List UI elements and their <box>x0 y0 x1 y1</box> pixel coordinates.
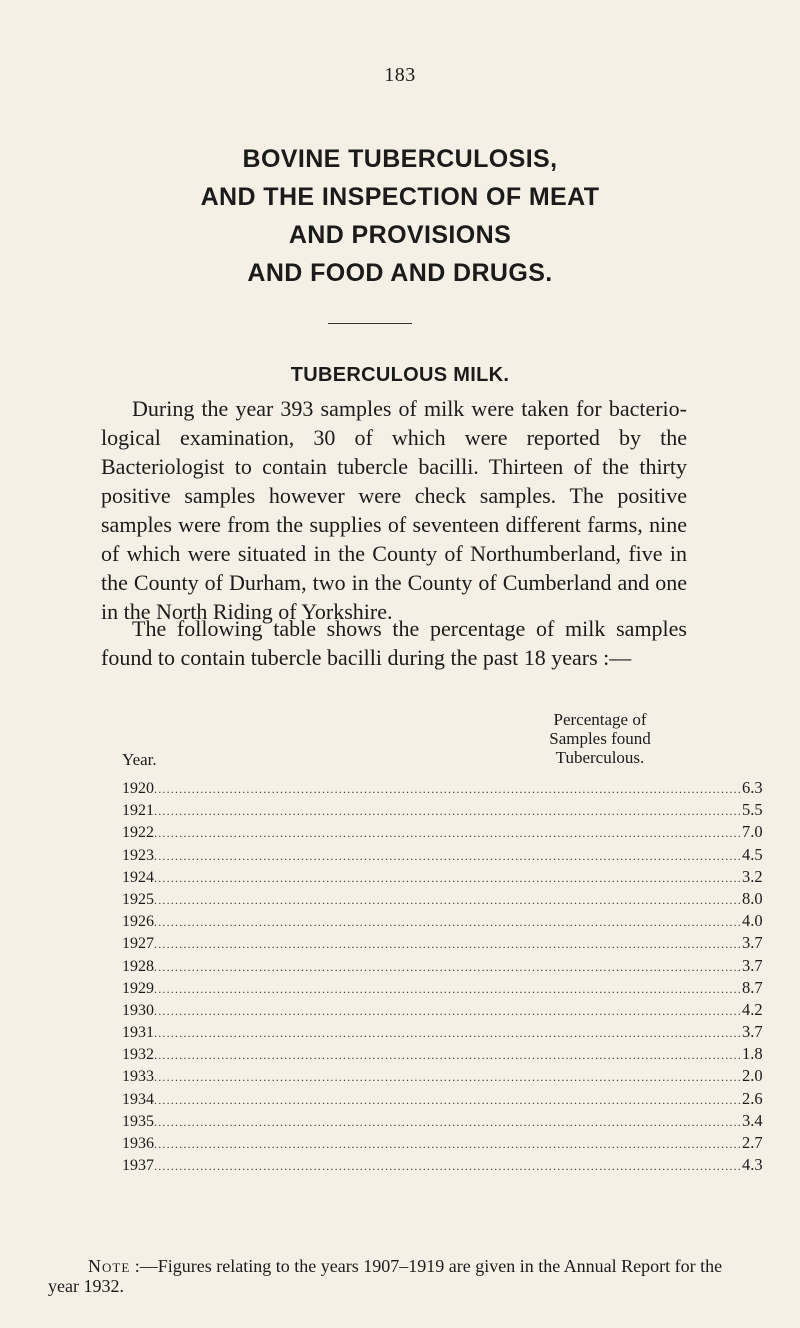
dot-leader: ............................................................................................................................................ <box>154 848 742 863</box>
table-row <box>122 977 763 1000</box>
dot-leader: ............................................................................................................................................ <box>154 826 742 841</box>
table-row <box>122 955 763 978</box>
table-row <box>122 778 763 800</box>
dot-leader: ............................................................................................................................................ <box>154 915 742 930</box>
row-year: 1930 <box>122 1001 154 1019</box>
row-percentage: 3.7 <box>742 1022 763 1042</box>
table-rows <box>122 778 763 1177</box>
row-year: 1927 <box>122 935 154 953</box>
title-line-2: AND THE INSPECTION OF MEAT <box>200 183 600 211</box>
percentage-header-line: Tuberculous. <box>555 748 645 767</box>
table-row <box>122 911 763 933</box>
table-row <box>122 1155 763 1177</box>
table-row <box>122 822 763 844</box>
row-percentage: 2.0 <box>742 1066 763 1086</box>
row-year: 1923 <box>122 846 154 864</box>
table-row <box>122 1066 763 1088</box>
dot-leader: ............................................................................................................................................ <box>154 1003 742 1018</box>
row-year: 1926 <box>122 913 154 931</box>
row-percentage: 8.7 <box>742 977 763 997</box>
dot-leader: ............................................................................................................................................ <box>154 1159 742 1174</box>
dot-leader: ............................................................................................................................................ <box>154 804 742 819</box>
note-text: :—Figures relating to the years 1907–1919 are given in the Annual Report for the year 1932. <box>48 1256 723 1296</box>
row-year: 1925 <box>122 890 154 908</box>
row-year: 1920 <box>122 780 154 797</box>
row-year: 1937 <box>122 1157 154 1175</box>
row-percentage: 3.4 <box>742 1110 763 1130</box>
row-percentage: 4.0 <box>742 911 763 931</box>
year-column-header: Year. <box>122 750 157 769</box>
dot-leader: ............................................................................................................................................ <box>154 1114 742 1129</box>
table-row <box>122 999 763 1022</box>
dot-leader: ............................................................................................................................................ <box>154 1092 742 1107</box>
row-year: 1935 <box>122 1112 154 1130</box>
row-percentage: 1.8 <box>742 1044 763 1064</box>
dot-leader: ............................................................................................................................................ <box>154 1026 742 1041</box>
table-row <box>122 866 763 889</box>
row-percentage: 3.7 <box>742 933 763 953</box>
document-title <box>0 140 800 292</box>
table-row <box>122 1110 763 1133</box>
dot-leader: ............................................................................................................................................ <box>154 1070 742 1085</box>
dot-leader: ............................................................................................................................................ <box>154 959 742 974</box>
row-percentage: 2.7 <box>742 1133 763 1152</box>
percentage-header-line: Percentage of <box>553 710 647 729</box>
percentage-header-line: Samples found <box>549 729 651 748</box>
title-line-3: AND PROVISIONS <box>288 221 512 249</box>
dot-leader: ............................................................................................................................................ <box>154 1137 742 1151</box>
percentage-column-header <box>510 710 690 767</box>
row-percentage: 5.5 <box>742 800 763 820</box>
table-row <box>122 1022 763 1044</box>
section-title: TUBERCULOUS MILK. <box>290 364 510 386</box>
dot-leader: ............................................................................................................................................ <box>154 892 742 907</box>
row-percentage: 3.7 <box>742 955 763 975</box>
dot-leader: ............................................................................................................................................ <box>154 870 742 885</box>
row-percentage: 4.5 <box>742 844 763 864</box>
row-percentage: 3.2 <box>742 866 763 886</box>
dot-leader: ............................................................................................................................................ <box>154 782 742 796</box>
title-line-4: AND FOOD AND DRUGS. <box>247 259 553 287</box>
table-row <box>122 888 763 911</box>
dot-leader: ............................................................................................................................................ <box>154 981 742 996</box>
title-line-1: BOVINE TUBERCULOSIS, <box>242 145 558 173</box>
row-year: 1929 <box>122 979 154 997</box>
table-row <box>122 933 763 955</box>
table-row <box>122 1044 763 1066</box>
row-percentage: 4.3 <box>742 1155 763 1175</box>
row-year: 1933 <box>122 1068 154 1086</box>
row-year: 1934 <box>122 1090 154 1108</box>
row-percentage: 6.3 <box>742 778 763 797</box>
note-label: Note <box>88 1256 131 1276</box>
dot-leader: ............................................................................................................................................ <box>154 1048 742 1063</box>
table-row <box>122 1133 763 1155</box>
row-percentage: 4.2 <box>742 999 763 1019</box>
row-year: 1936 <box>122 1135 154 1152</box>
footnote <box>48 1256 728 1296</box>
row-year: 1928 <box>122 957 154 975</box>
paragraph-milk-samples: During the year 393 samples of milk were taken for bacterio-logical examination, 30 of which were reported by the Bacteriologist to contain tubercle bacilli. Thirteen of the thirty positive samples however were check samples. The positive samples were from the supplies of seventeen different farms, nine of which were situated in the County of Northumberland, five in the County of Durham, two in the County of Cumberland and one in the North Riding of Yorkshire. <box>101 396 687 624</box>
row-year: 1924 <box>122 868 154 886</box>
table-row <box>122 1088 763 1111</box>
row-percentage: 8.0 <box>742 888 763 908</box>
row-percentage: 7.0 <box>742 822 763 842</box>
section-divider <box>328 323 412 324</box>
row-percentage: 2.6 <box>742 1088 763 1108</box>
row-year: 1921 <box>122 802 154 820</box>
dot-leader: ............................................................................................................................................ <box>154 937 742 952</box>
paragraph-table-intro: The following table shows the percentage of milk samples found to contain tubercle bacilli during the past 18 years :— <box>101 616 687 670</box>
row-year: 1922 <box>122 824 154 842</box>
row-year: 1932 <box>122 1046 154 1064</box>
row-year: 1931 <box>122 1024 154 1042</box>
table-row <box>122 844 763 867</box>
page-number: 183 <box>384 64 416 86</box>
table-row <box>122 800 763 822</box>
